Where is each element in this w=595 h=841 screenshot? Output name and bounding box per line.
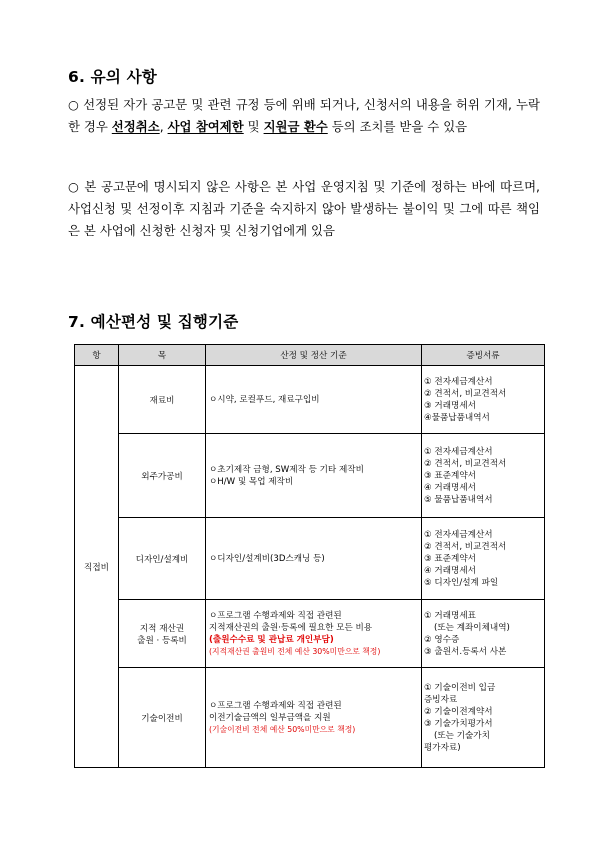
doc-line: ③ 표준계약서 — [424, 553, 476, 564]
doc-line: ① 전자세금계산서 — [424, 376, 493, 387]
criteria-line: 지적재산권의 출원·등록에 필요한 모든 비용 — [209, 622, 373, 633]
section-7-title: 7. 예산편성 및 집행기준 — [68, 313, 239, 331]
emphasis-selection-cancel: 선정취소 — [111, 119, 160, 134]
doc-line: (또는 계좌이체내역) — [434, 622, 510, 633]
item-line: 지적 재산권 — [139, 623, 185, 634]
table-row — [75, 366, 545, 434]
criteria-note: (기술이전비 전체 예산 50%미만으로 책정) — [209, 724, 356, 734]
header-criteria: 산정 및 정산 기준 — [206, 345, 422, 366]
header-hang: 항 — [75, 345, 119, 366]
doc-line: 평가자료) — [424, 742, 461, 753]
table-row — [75, 668, 545, 768]
doc-line: (또는 기술가치 — [434, 730, 490, 741]
header-docs: 증빙서류 — [422, 345, 545, 366]
criteria-line: ㅇ시약, 로컬푸드, 재료구입비 — [209, 394, 320, 405]
category-direct-cost: 직접비 — [75, 366, 119, 768]
doc-line: ③ 거래명세서 — [424, 400, 476, 411]
criteria-line: ㅇ프로그램 수행과제와 직접 관련된 — [209, 700, 342, 711]
criteria-cell — [206, 600, 422, 668]
caution-paragraph-2: ○ 본 공고문에 명시되지 않은 사항은 본 사업 운영지침 및 기준에 정하는 바에 따르며, 사업신청 및 선정이후 지침과 기준을 숙지하지 않아 발생하는 불이익 및 그에 따른 책임은 본 사업에 신청한 신청자 및 신청기업에게 있음 — [68, 179, 540, 238]
table-header-row — [75, 345, 545, 366]
doc-line: ① 전자세금계산서 — [424, 446, 493, 457]
criteria-cell — [206, 434, 422, 518]
item-cell: 재료비 — [119, 366, 206, 434]
doc-line: 증빙자료 — [424, 694, 458, 705]
separator-2: 및 — [243, 119, 264, 134]
doc-line: ② 기술이전계약서 — [424, 706, 493, 717]
doc-line: ③ 기술가치평가서 — [424, 718, 493, 729]
criteria-cell — [206, 668, 422, 768]
doc-line: ⑤ 물품납품내역서 — [424, 494, 493, 505]
doc-line: ④ 거래명세서 — [424, 565, 476, 576]
criteria-line: ㅇH/W 및 목업 제작비 — [209, 476, 294, 487]
docs-cell — [422, 366, 545, 434]
item-cell: 기술이전비 — [119, 668, 206, 768]
doc-line: ① 거래명세표 — [424, 610, 476, 621]
item-line: 출원 · 등록비 — [137, 635, 187, 646]
caution-paragraph-1 — [68, 94, 540, 138]
doc-line: ② 견적서, 비교견적서 — [424, 458, 507, 469]
doc-line: ⑤ 디자인/설계 파일 — [424, 577, 499, 588]
docs-cell — [422, 600, 545, 668]
doc-line: ④ 거래명세서 — [424, 482, 476, 493]
criteria-cell — [206, 518, 422, 600]
item-cell: 디자인/설계비 — [119, 518, 206, 600]
item-cell — [119, 600, 206, 668]
criteria-line: 이전기술금액의 일부금액을 지원 — [209, 712, 331, 723]
criteria-cell — [206, 366, 422, 434]
emphasis-participation-limit: 사업 참여제한 — [167, 119, 244, 134]
criteria-line: ㅇ초기제작 금형, SW제작 등 기타 제작비 — [209, 464, 364, 475]
header-mok: 목 — [119, 345, 206, 366]
docs-cell — [422, 518, 545, 600]
section-6-title: 6. 유의 사항 — [68, 68, 157, 86]
caution-text-1: ○ 선정된 자가 공고문 및 관련 규정 등에 위배 되거나, 신청서의 내용을 허위 기재, 누락한 경우 — [68, 97, 540, 134]
criteria-note: (지적재산권 출원비 전체 예산 30%미만으로 책정) — [209, 646, 381, 656]
budget-table — [74, 344, 545, 768]
emphasis-subsidy-refund: 지원금 환수 — [263, 119, 328, 134]
criteria-line: ㅇ디자인/설계비(3D스캐닝 등) — [209, 553, 325, 564]
doc-line: ③ 표준계약서 — [424, 470, 476, 481]
criteria-note-bold: (출원수수료 및 관납료 개인부담) — [209, 634, 334, 645]
docs-cell — [422, 434, 545, 518]
criteria-line: ㅇ프로그램 수행과제와 직접 관련된 — [209, 610, 342, 621]
doc-line: ③ 출원서.등록서 사본 — [424, 646, 507, 657]
docs-cell — [422, 668, 545, 768]
doc-line: ② 견적서, 비교견적서 — [424, 388, 507, 399]
doc-line: ① 전자세금계산서 — [424, 529, 493, 540]
table-row — [75, 518, 545, 600]
doc-line: ④물품납품내역서 — [424, 412, 490, 423]
table-row — [75, 600, 545, 668]
table-row — [75, 434, 545, 518]
item-cell: 외주가공비 — [119, 434, 206, 518]
doc-line: ② 견적서, 비교견적서 — [424, 541, 507, 552]
doc-line: ① 기술이전비 입금 — [424, 682, 496, 693]
doc-line: ② 영수증 — [424, 634, 460, 645]
separator-1: , — [159, 119, 168, 134]
caution-text-2: 등의 조치를 받을 수 있음 — [327, 119, 468, 134]
